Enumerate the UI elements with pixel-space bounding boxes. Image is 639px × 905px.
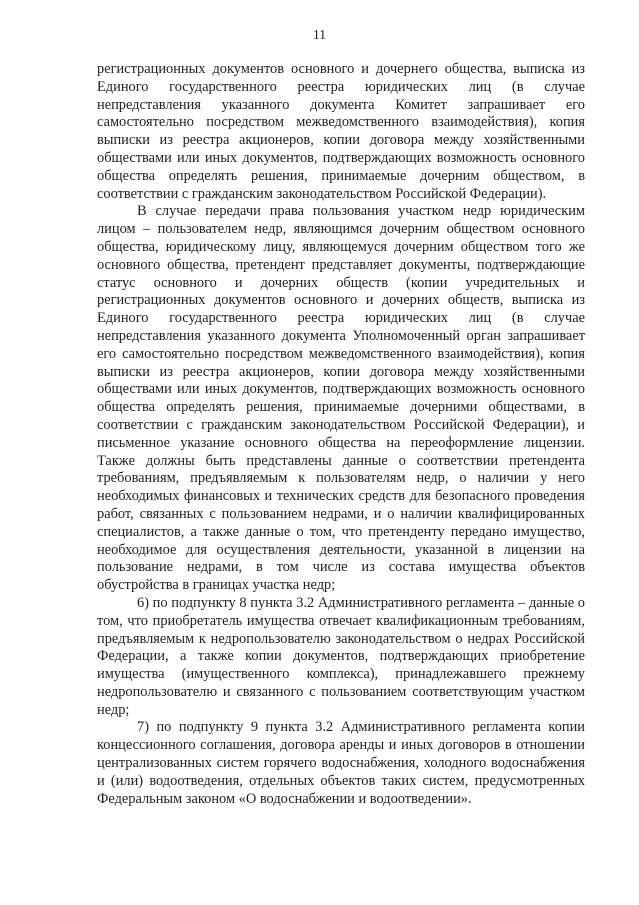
paragraph-continuation: регистрационных документов основного и дочернего общества, выписка из Единого государственного реестра юридических лиц (в случае непредставления указанного документа Комитет запрашивает его самостоятельно посредством межведомственного взаимодействия), копия выписки из реестра акционеров, копии договора между хозяйственными обществами или иных документов, подтверждающих возможность основного общества определять решения, принимаемые дочерним обществом, в соответствии с гражданским законодательством Российской Федерации). — [97, 61, 585, 202]
page-number: 11 — [313, 27, 326, 42]
document-body — [97, 61, 585, 808]
paragraph-subsidiary-transfer: В случае передачи права пользования участком недр юридическим лицом – пользователем недр, являющимся дочерним обществом основного общества, юридическому лицу, являющемуся дочерним обществом того же основного общества, претендент представляет документы, подтверждающие статус основного и дочерних обществ (копии учредительных и регистрационных документов основного и дочерних обществ, выписка из Единого государственного реестра юридических лиц (в случае непредставления указанного документа Уполномоченный орган запрашивает его самостоятельно посредством межведомственного взаимодействия), копия выписки из реестра акционеров, копии договора между хозяйственными обществами или иных документов, подтверждающих возможность основного общества определять решения, принимаемые дочерними обществами, в соответствии с гражданским законодательством Российской Федерации), и письменное указание основного общества на переоформление лицензии. Также должны быть представлены данные о соответствии претендента требованиям, предъявляемым к пользователям недр, о наличии у него необходимых финансовых и технических средств для безопасного проведения работ, связанных с пользованием недрами, и о наличии квалифицированных специалистов, а также данные о том, что претенденту передано имущество, необходимое для осуществления деятельности, указанной в лицензии на пользование недрами, в том числе из состава имущества объектов обустройства в границах участка недр; — [97, 203, 585, 594]
paragraph-item-7: 7) по подпункту 9 пункта 3.2 Административного регламента копии концессионного соглашения, договора аренды и иных договоров в отношении централизованных систем горячего водоснабжения, холодного водоснабжения и (или) водоотведения, отдельных объектов таких систем, предусмотренных Федеральным законом «О водоснабжении и водоотведении». — [97, 719, 585, 807]
paragraph-item-6: 6) по подпункту 8 пункта 3.2 Административного регламента – данные о том, что приобретатель имущества отвечает квалификационным требованиям, предъявляемым к недропользователю законодательством о недрах Российской Федерации, а также копии документов, подтверждающих приобретение имущества (имущественного комплекса), принадлежавшего прежнему недропользователю и связанного с пользованием соответствующим участком недр; — [97, 594, 585, 718]
